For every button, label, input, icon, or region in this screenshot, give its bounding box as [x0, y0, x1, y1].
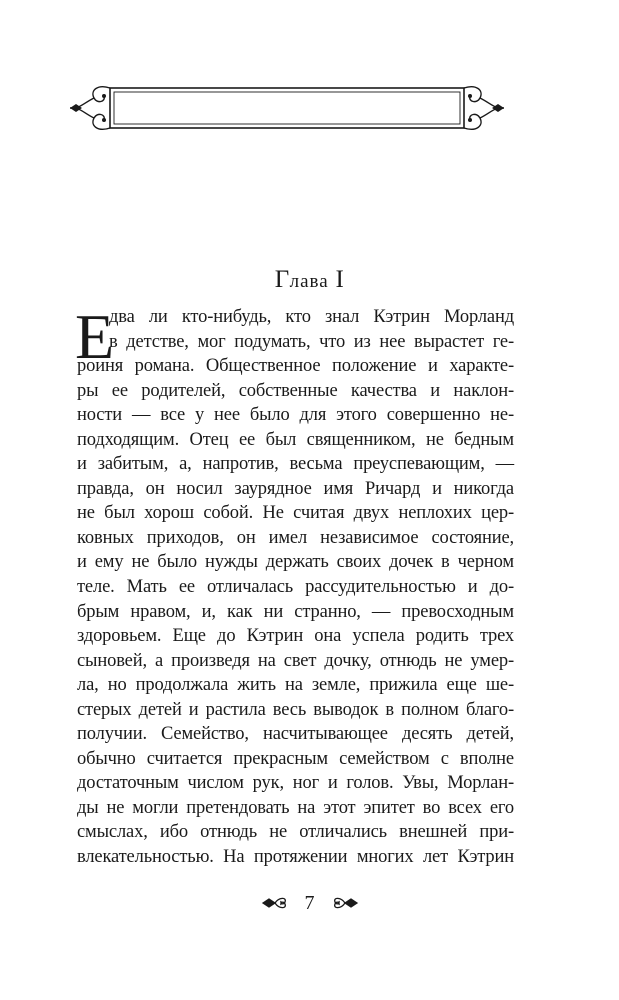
text-line: ности — все у нее было для этого совершенно не-: [77, 405, 514, 426]
text-line: в детстве, мог подумать, что из нее вырастет ге-: [109, 331, 514, 352]
text-line: и ему не было нужды держать своих дочек в черном: [77, 552, 514, 573]
text-line: не был хорош собой. Не считая двух неплохих цер-: [77, 503, 514, 524]
chapter-number: I: [335, 266, 345, 293]
page-number: 7: [304, 892, 315, 914]
chapter-heading-initial: Г: [274, 266, 290, 293]
text-line: ковных приходов, он имел независимое состояние,: [77, 527, 514, 548]
text-line: два ли кто-нибудь, кто знал Кэтрин Морланд: [109, 307, 514, 327]
fleuron-left-icon: [261, 895, 291, 911]
drop-cap: Е: [75, 301, 115, 372]
text-line: здоровьем. Еще до Кэтрин она успела родить трех: [77, 626, 514, 647]
chapter-heading: [0, 266, 619, 294]
ornamental-frame-icon: [68, 78, 506, 138]
text-line: брым нравом, и, как ни странно, — превосходным: [77, 601, 514, 622]
text-line: получии. Семейство, насчитывающее десять детей,: [77, 724, 514, 745]
chapter-heading-smallcaps: лава: [289, 271, 329, 292]
text-line: обычно считается прекрасным семейством с вполне: [77, 748, 514, 769]
text-line: правда, он носил заурядное имя Ричард и никогда: [77, 478, 514, 499]
page-footer: [0, 891, 619, 915]
text-line: теле. Мать ее отличалась рассудительностью и до-: [77, 577, 514, 598]
text-line: достаточным числом рук, ног и голов. Увы, Морлан-: [77, 773, 514, 794]
text-line: ла, но продолжала жить на земле, прижила еще ше-: [77, 675, 514, 696]
text-line: стерых детей и растила весь выводок в полном благо-: [77, 699, 514, 720]
text-line: подходящим. Отец ее был священником, не бедным: [77, 429, 514, 450]
text-line: ды не могли претендовать на этот эпитет во всех его: [77, 797, 514, 818]
text-line: смыслах, ибо отнюдь не отличались внешней при-: [77, 822, 514, 843]
text-line: и забитым, а, напротив, весьма преуспевающим, —: [77, 454, 514, 475]
text-line: ры ее родителей, собственные качества и наклон-: [77, 380, 514, 401]
text-line: роиня романа. Общественное положение и характе-: [77, 356, 514, 377]
text-line: влекательностью. На протяжении многих лет Кэтрин: [77, 847, 514, 868]
fleuron-right-icon: [329, 895, 359, 911]
text-line: сыновей, а произведя на свет дочку, отнюдь не умер-: [77, 650, 514, 671]
chapter-body: [75, 301, 514, 870]
